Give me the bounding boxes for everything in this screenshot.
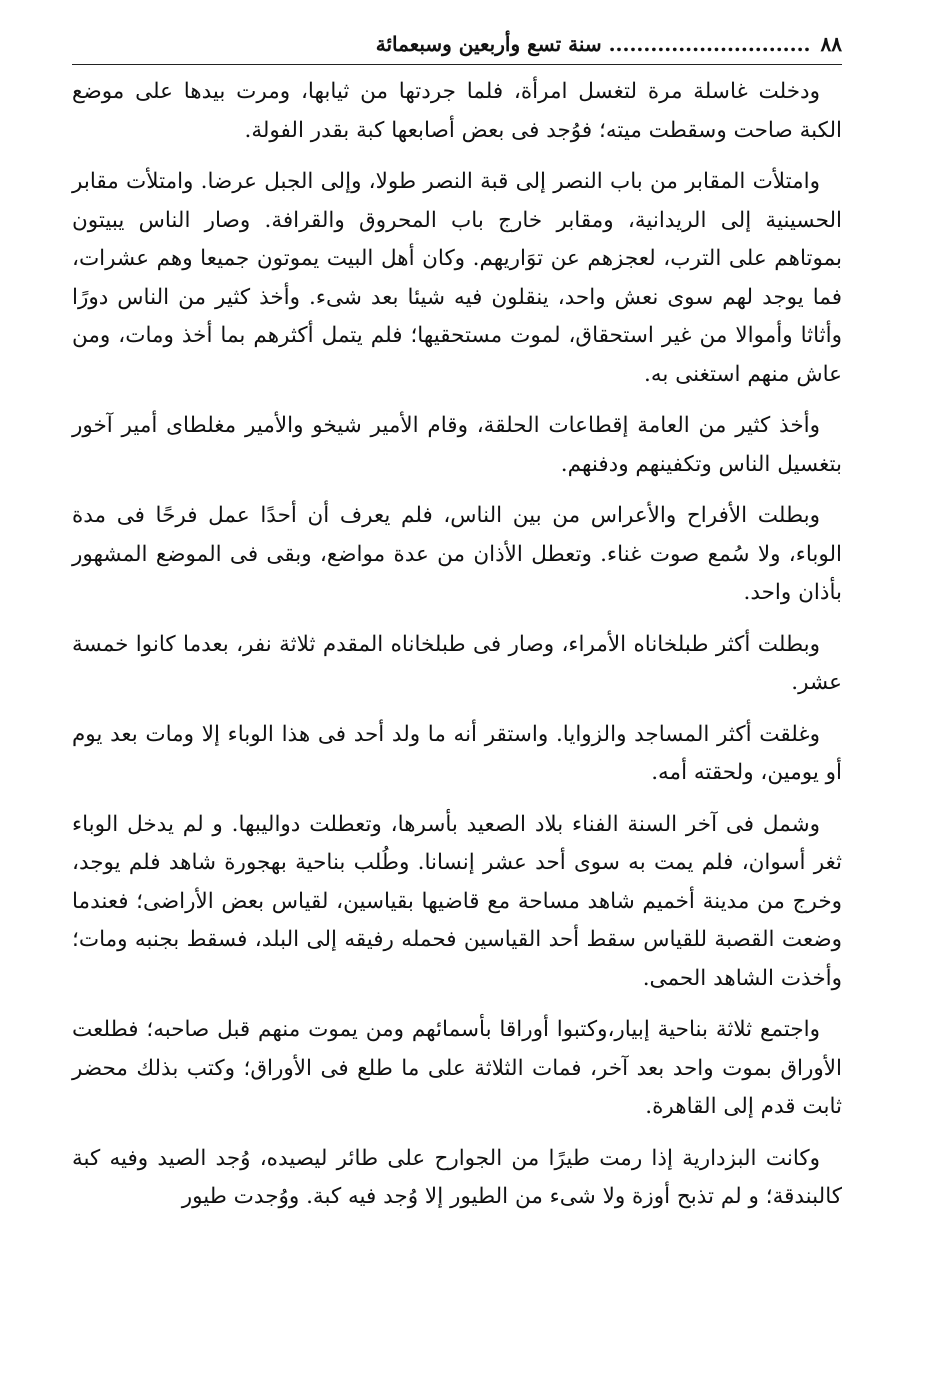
paragraph: واجتمع ثلاثة بناحية إبيار،وكتبوا أوراقا بأسمائهم ومن يموت منهم قبل صاحبه؛ فطلعت الأوراق بموت واحد بعد آخر، فمات الثلاثة على ما طلع فى الأوراق؛ وكتب بذلك محضر ثابت قدم إلى القاهرة. [72, 1017, 842, 1119]
book-page [72, 24, 842, 1354]
paragraph: وامتلأت المقابر من باب النصر إلى قبة النصر طولا، وإلى الجبل عرضا. وامتلأت مقابر الحسينية إلى الريدانية، ومقابر خارج باب المحروق والقرافة. وصار الناس يبيتون بموتاهم على الترب، لعجزهم عن توَاريهم. وكان أهل البيت يموتون جميعا وهم عشرات، فما يوجد لهم سوى نعش واحد، ينقلون فيه شيئا بعد شىء. وأخذ كثير من الناس دورًا وأثاثا وأموالا من غير استحقاق، لموت مستحقيها؛ فلم يتمل أكثرهم بما أخذ ومات، ومن عاش منهم استغنى به. [72, 169, 842, 387]
paragraph: وغلقت أكثر المساجد والزوايا. واستقر أنه ما ولد أحد فى هذا الوباء إلا ومات بعد يوم أو يومين، ولحقته أمه. [72, 721, 842, 785]
running-header [72, 24, 842, 65]
paragraph: وكانت البزدارية إذا رمت طيرًا من الجوارح على طائر ليصيده، وُجد الصيد وفيه كبة كالبندقة؛ و لم تذبح أوزة ولا شىء من الطيور إلا وُجد فيه كبة. ووُجدت طيور [72, 1145, 842, 1209]
paragraph: ودخلت غاسلة مرة لتغسل امرأة، فلما جردتها من ثيابها، ومرت بيدها على موضع الكبة صاحت وسقطت ميته؛ فوُجد فى بعض أصابعها كبة بقدر الفولة. [72, 79, 842, 143]
paragraph: وبطلت أكثر طبلخاناه الأمراء، وصار فى طبلخاناه المقدم ثلاثة نفر، بعدما كانوا خمسة عشر. [72, 631, 842, 695]
paragraph: وشمل فى آخر السنة الفناء بلاد الصعيد بأسرها، وتعطلت دواليبها. و لم يدخل الوباء ثغر أسوان، فلم يمت به سوى أحد عشر إنسانا. وطُلب بناحية بهجورة شاهد فلم يوجد، وخرج من مدينة أخميم شاهد مساحة مع قاضيها بقياسين، لقياس بعض الأراضى؛ فعندما وضعت القصبة للقياس سقط أحد القياسين فحمله رفيقه إلى البلد، فسقط بجنبه ومات؛ وأخذت الشاهد الحمى. [72, 811, 842, 991]
page-body [72, 73, 842, 1217]
paragraph: وبطلت الأفراح والأعراس من بين الناس، فلم يعرف أن أحدًا عمل فرحًا فى مدة الوباء، ولا سُمع صوت غناء. وتعطل الأذان من عدة مواضع، وبقى فى الموضع المشهور بأذان واحد. [72, 503, 842, 605]
running-title: ............................. سنة تسع وأربعين وسبعمائة [375, 32, 811, 56]
page-number: ٨٨ [820, 32, 842, 56]
paragraph: وأخذ كثير من العامة إقطاعات الحلقة، وقام الأمير شيخو والأمير مغلطاى أمير آخور بتغسيل الناس وتكفينهم ودفنهم. [72, 413, 842, 477]
